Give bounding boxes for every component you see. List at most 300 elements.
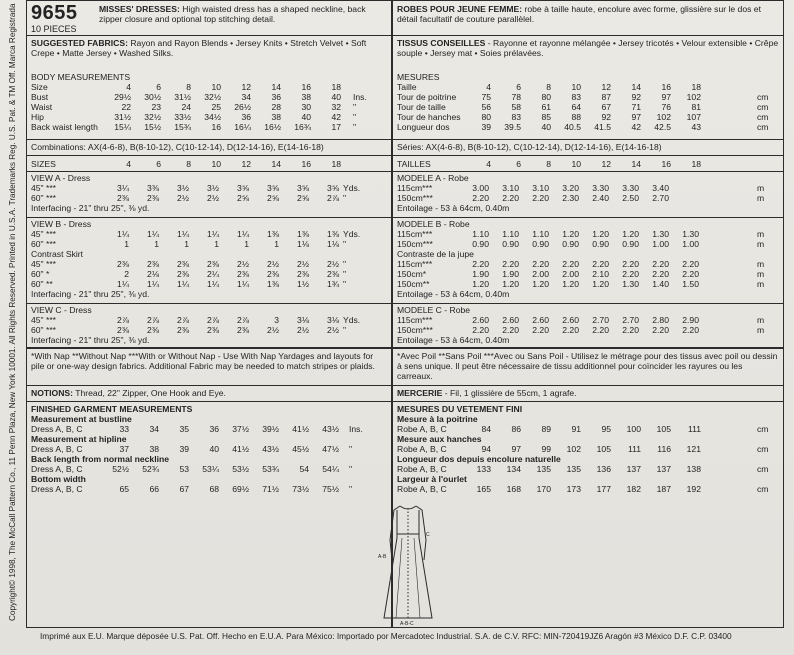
row-value: 1¼ bbox=[237, 229, 249, 239]
row-value: 3.40 bbox=[652, 183, 669, 193]
finished-measure-row bbox=[31, 484, 387, 494]
row-value: 1.20 bbox=[592, 229, 609, 239]
mercerie-label: MERCERIE bbox=[397, 388, 443, 398]
pattern-id-block bbox=[31, 3, 93, 34]
row-value: 43½ bbox=[262, 444, 279, 454]
table-row bbox=[31, 193, 387, 203]
view-b-interfacing: Interfacing - 21" thru 25", ⅜ yd. bbox=[31, 289, 150, 299]
row-value: 25 bbox=[211, 102, 221, 112]
row-label: 150cm*** bbox=[397, 239, 433, 249]
combinations-text: Combinations: AX(4-6-8), B(8-10-12), C(10-12-14), D(12-14-16), E(14-16-18) bbox=[31, 142, 324, 152]
row-value: 2.60 bbox=[472, 315, 489, 325]
modele-c-section bbox=[393, 303, 783, 347]
finished-measure-row bbox=[397, 424, 779, 434]
row-value: 3.10 bbox=[502, 183, 519, 193]
view-b-section bbox=[27, 217, 391, 303]
series-row bbox=[393, 139, 783, 155]
row-value: 2⅜ bbox=[147, 325, 159, 335]
table-row bbox=[397, 279, 779, 289]
row-value: 16¾ bbox=[294, 122, 311, 132]
row-value: 1.40 bbox=[652, 279, 669, 289]
combinations-row bbox=[27, 139, 391, 155]
row-value: 84 bbox=[481, 424, 491, 434]
view-b-contrast-title: Contrast Skirt bbox=[31, 249, 84, 259]
row-value: 53½ bbox=[232, 464, 249, 474]
row-value: 33 bbox=[119, 424, 129, 434]
row-value: 2⅜ bbox=[297, 269, 309, 279]
row-value: 73½ bbox=[292, 484, 309, 494]
row-value: 1.30 bbox=[652, 229, 669, 239]
row-value: 136 bbox=[596, 464, 611, 474]
row-value: 2.60 bbox=[532, 315, 549, 325]
row-value: 2.20 bbox=[682, 259, 699, 269]
body-measurements-table bbox=[31, 82, 387, 132]
row-label: 60" * bbox=[31, 269, 50, 279]
row-value: 14 bbox=[271, 82, 281, 92]
row-value: 1⅜ bbox=[267, 279, 279, 289]
view-b-title: VIEW B - Dress bbox=[31, 219, 92, 229]
row-value: 71½ bbox=[262, 484, 279, 494]
mesure-row bbox=[397, 112, 779, 122]
table-row bbox=[31, 325, 387, 335]
size-header-value: 14 bbox=[271, 159, 281, 169]
notions-text: Thread, 22" Zipper, One Hook and Eye. bbox=[75, 388, 226, 398]
row-value: 1.00 bbox=[652, 239, 669, 249]
row-value: 0.90 bbox=[532, 239, 549, 249]
row-value: 1 bbox=[184, 239, 189, 249]
row-value: 1¼ bbox=[117, 279, 129, 289]
row-value: 24 bbox=[181, 102, 191, 112]
row-value: 1⅜ bbox=[297, 229, 309, 239]
row-value: 30 bbox=[301, 102, 311, 112]
fabrics-text: Rayon and Rayon Blends • Jersey Knits • Stretch Velvet • Soft Crepe • Matte Jersey • Washed Silks. bbox=[31, 38, 367, 58]
sizes-header bbox=[31, 159, 387, 169]
row-value: 2½ bbox=[327, 325, 339, 335]
row-value: 2⅜ bbox=[237, 269, 249, 279]
row-value: 2⅞ bbox=[117, 315, 129, 325]
row-label: Dress A, B, C bbox=[31, 484, 83, 494]
robes-description bbox=[397, 4, 779, 24]
row-value: 1 bbox=[124, 239, 129, 249]
description-text: High waisted dress has a shaped neckline, back zipper closure and optional top stitching detail. bbox=[99, 4, 366, 24]
row-value: 2.20 bbox=[562, 259, 579, 269]
row-value: 61 bbox=[541, 102, 551, 112]
row-value: 8 bbox=[186, 82, 191, 92]
row-value: 37 bbox=[119, 444, 129, 454]
row-unit: Yds. bbox=[343, 183, 361, 193]
dress-line-drawing bbox=[368, 500, 448, 626]
row-value: 2.20 bbox=[502, 193, 519, 203]
mesure-row bbox=[397, 102, 779, 112]
poil-note bbox=[393, 347, 783, 385]
row-value: 3⅝ bbox=[297, 183, 309, 193]
modele-b-entoilage: Entoilage - 53 à 64cm, 0.40m bbox=[397, 289, 510, 299]
row-value: 1½ bbox=[297, 279, 309, 289]
row-label: 115cm*** bbox=[397, 259, 433, 269]
row-value: 42.5 bbox=[654, 122, 671, 132]
row-label: 115cm*** bbox=[397, 183, 433, 193]
row-unit: cm bbox=[757, 92, 769, 102]
view-a-title: VIEW A - Dress bbox=[31, 173, 91, 183]
row-value: 1.30 bbox=[622, 279, 639, 289]
row-value: 2½ bbox=[237, 259, 249, 269]
row-value: 2½ bbox=[267, 325, 279, 335]
row-value: 1.50 bbox=[682, 279, 699, 289]
row-value: 137 bbox=[626, 464, 641, 474]
view-c-title: VIEW C - Dress bbox=[31, 305, 92, 315]
row-label: 115cm*** bbox=[397, 229, 433, 239]
view-c-table bbox=[31, 315, 387, 335]
row-value: 65 bbox=[119, 484, 129, 494]
row-label: Back waist length bbox=[31, 122, 98, 132]
row-unit: " bbox=[349, 444, 353, 454]
modele-a-section bbox=[393, 171, 783, 217]
row-unit: " bbox=[343, 325, 347, 335]
finished-measurements-section bbox=[27, 401, 391, 501]
modele-a-table bbox=[397, 183, 779, 203]
row-value: 2.10 bbox=[592, 269, 609, 279]
row-value: 2.90 bbox=[682, 315, 699, 325]
row-unit: m bbox=[757, 279, 765, 289]
row-value: 1 bbox=[214, 239, 219, 249]
row-value: 32½ bbox=[144, 112, 161, 122]
row-value: 39½ bbox=[262, 424, 279, 434]
size-header-label: TAILLES bbox=[397, 159, 431, 169]
row-value: 2½ bbox=[207, 193, 219, 203]
row-value: 3.00 bbox=[472, 183, 489, 193]
row-value: 2⅜ bbox=[237, 325, 249, 335]
row-value: 2.20 bbox=[472, 325, 489, 335]
view-c-section bbox=[27, 303, 391, 347]
copyright-sidebar bbox=[2, 0, 24, 630]
row-value: 2½ bbox=[297, 325, 309, 335]
footer-imprint: Imprimé aux E.U. Marque déposée U.S. Pat. Off. Hecho en E.U.A. Para México: Importado por Mercadotec Industrial. S.A. de C.V. RFC: MIN-720419JZ6 Aragón #3 México D.F. C.P. 03400 bbox=[40, 631, 732, 641]
row-label: Tour de poitrine bbox=[397, 92, 457, 102]
row-value: 2 bbox=[124, 269, 129, 279]
size-header-value: 14 bbox=[631, 159, 641, 169]
row-unit: Yds. bbox=[343, 315, 361, 325]
row-value: 38 bbox=[301, 92, 311, 102]
row-value: 3⅝ bbox=[327, 183, 339, 193]
row-value: 3½ bbox=[177, 183, 189, 193]
view-a-interfacing: Interfacing - 21" thru 25", ⅜ yd. bbox=[31, 203, 150, 213]
row-value: 36 bbox=[271, 92, 281, 102]
row-label: Size bbox=[31, 82, 48, 92]
row-unit: " bbox=[343, 193, 347, 203]
row-value: 2⅜ bbox=[117, 259, 129, 269]
row-value: 192 bbox=[686, 484, 701, 494]
mesures-fini-section bbox=[393, 401, 783, 501]
mercerie-section bbox=[393, 385, 783, 401]
row-value: 39 bbox=[481, 122, 491, 132]
row-value: 1.10 bbox=[532, 229, 549, 239]
row-value: 2⅜ bbox=[267, 269, 279, 279]
body-measurements-title: BODY MEASUREMENTS bbox=[31, 72, 131, 82]
row-value: 1 bbox=[154, 239, 159, 249]
finished-measure-title: Mesure à la poitrine bbox=[397, 414, 478, 424]
row-value: 40 bbox=[331, 92, 341, 102]
row-label: 45" *** bbox=[31, 183, 57, 193]
row-unit: " bbox=[353, 102, 357, 112]
row-unit: Ins. bbox=[353, 92, 367, 102]
row-value: 102 bbox=[656, 112, 671, 122]
row-value: 2⅜ bbox=[207, 325, 219, 335]
row-value: 1.20 bbox=[472, 279, 489, 289]
row-value: 38 bbox=[149, 444, 159, 454]
row-value: 2.60 bbox=[502, 315, 519, 325]
row-value: 2.20 bbox=[532, 325, 549, 335]
size-header-value: 16 bbox=[301, 159, 311, 169]
finished-measure-title: Largeur à l'ourlet bbox=[397, 474, 467, 484]
row-value: 40 bbox=[209, 444, 219, 454]
row-value: 1¼ bbox=[177, 279, 189, 289]
row-value: 8 bbox=[546, 82, 551, 92]
row-label: Robe A, B, C bbox=[397, 444, 447, 454]
size-header-value: 10 bbox=[211, 159, 221, 169]
row-value: 170 bbox=[536, 484, 551, 494]
row-value: 1¼ bbox=[207, 279, 219, 289]
row-unit: cm bbox=[757, 122, 769, 132]
row-label: 45" *** bbox=[31, 229, 57, 239]
row-value: 2.20 bbox=[682, 269, 699, 279]
size-header-value: 18 bbox=[331, 159, 341, 169]
row-unit: " bbox=[349, 464, 353, 474]
row-value: 6 bbox=[156, 82, 161, 92]
row-label: Hip bbox=[31, 112, 44, 122]
row-value: 1.20 bbox=[562, 229, 579, 239]
row-value: 4 bbox=[486, 82, 491, 92]
poil-note-text: *Avec Poil **Sans Poil ***Avec ou Sans Poil - Utilisez le métrage pour des tissus avec poil ou dessin à sens unique. Il peut être nécessaire de tissu additionnel pour coïncider les rayures ou les carreaux. bbox=[397, 351, 778, 381]
row-unit: " bbox=[343, 279, 347, 289]
view-a-section bbox=[27, 171, 391, 217]
sizes-row bbox=[27, 155, 391, 171]
row-value: 81 bbox=[691, 102, 701, 112]
row-value: 80 bbox=[541, 92, 551, 102]
row-value: 2.20 bbox=[472, 259, 489, 269]
row-value: 18 bbox=[331, 82, 341, 92]
row-value: 3.20 bbox=[562, 183, 579, 193]
tissus-label: TISSUS CONSEILLES bbox=[397, 38, 486, 48]
row-value: 1¼ bbox=[237, 279, 249, 289]
table-row bbox=[31, 259, 387, 269]
row-unit: m bbox=[757, 183, 765, 193]
view-b-table bbox=[31, 229, 387, 249]
row-value: 41.5 bbox=[594, 122, 611, 132]
finished-measure-row bbox=[397, 464, 779, 474]
row-value: 42 bbox=[331, 112, 341, 122]
size-header-value: 6 bbox=[516, 159, 521, 169]
modele-b-contrast-title: Contraste de la jupe bbox=[397, 249, 474, 259]
table-row bbox=[397, 325, 779, 335]
finished-measure-title: Longueur dos depuis encolure naturelle bbox=[397, 454, 561, 464]
size-header-row bbox=[397, 159, 779, 169]
row-value: 2.20 bbox=[682, 325, 699, 335]
row-value: 10 bbox=[571, 82, 581, 92]
row-label: 150cm** bbox=[397, 279, 430, 289]
row-value: 35 bbox=[179, 424, 189, 434]
row-value: 102 bbox=[566, 444, 581, 454]
pieces-count: 10 PIECES bbox=[31, 24, 77, 34]
row-value: 2½ bbox=[177, 193, 189, 203]
row-value: 68 bbox=[209, 484, 219, 494]
table-row bbox=[31, 229, 387, 239]
row-value: 89 bbox=[541, 424, 551, 434]
row-value: 6 bbox=[516, 82, 521, 92]
row-value: 91 bbox=[571, 424, 581, 434]
size-header-value: 8 bbox=[546, 159, 551, 169]
row-value: 3⅝ bbox=[237, 183, 249, 193]
row-value: 134 bbox=[506, 464, 521, 474]
row-value: 2⅜ bbox=[177, 325, 189, 335]
row-value: 83 bbox=[511, 112, 521, 122]
row-value: 53¾ bbox=[262, 464, 279, 474]
row-value: 2½ bbox=[267, 259, 279, 269]
row-value: 36 bbox=[209, 424, 219, 434]
row-value: 135 bbox=[566, 464, 581, 474]
row-value: 39 bbox=[179, 444, 189, 454]
row-value: 36 bbox=[241, 112, 251, 122]
modele-a-entoilage: Entoilage - 53 à 64cm, 0.40m bbox=[397, 203, 510, 213]
row-value: 187 bbox=[656, 484, 671, 494]
row-label: Bust bbox=[31, 92, 49, 102]
row-unit: m bbox=[757, 193, 765, 203]
row-value: 53¼ bbox=[202, 464, 219, 474]
row-unit: cm bbox=[757, 102, 769, 112]
body-measurement-row bbox=[31, 82, 387, 92]
table-row bbox=[31, 279, 387, 289]
row-value: 3⅜ bbox=[147, 183, 159, 193]
pattern-number: 9655 bbox=[31, 2, 78, 24]
row-value: 16¼ bbox=[234, 122, 251, 132]
size-header-value: 10 bbox=[571, 159, 581, 169]
row-value: 2½ bbox=[327, 259, 339, 269]
row-value: 1.00 bbox=[682, 239, 699, 249]
row-unit: cm bbox=[757, 112, 769, 122]
modele-b-title: MODELE B - Robe bbox=[397, 219, 470, 229]
size-header-value: 18 bbox=[691, 159, 701, 169]
row-value: 177 bbox=[596, 484, 611, 494]
finished-measure-row bbox=[31, 424, 387, 434]
row-unit: " bbox=[353, 122, 357, 132]
row-value: 1.90 bbox=[502, 269, 519, 279]
body-measurement-row bbox=[31, 122, 387, 132]
table-row bbox=[397, 259, 779, 269]
row-value: 40.5 bbox=[564, 122, 581, 132]
row-label: Tour de hanches bbox=[397, 112, 461, 122]
row-value: 31½ bbox=[174, 92, 191, 102]
robes-description-text: robe à taille haute, encolure avec forme, glissière sur le dos et détail facultatif de couture parallèlel. bbox=[397, 4, 761, 24]
modele-b-contrast-table bbox=[397, 259, 779, 289]
row-value: 2.20 bbox=[472, 193, 489, 203]
row-unit: " bbox=[353, 112, 357, 122]
size-header-value: 4 bbox=[486, 159, 491, 169]
row-unit: " bbox=[349, 484, 353, 494]
row-value: 2.20 bbox=[592, 259, 609, 269]
row-value: 32 bbox=[331, 102, 341, 112]
row-value: 2⅝ bbox=[267, 193, 279, 203]
row-value: 2⅝ bbox=[297, 193, 309, 203]
size-header-value: 12 bbox=[241, 159, 251, 169]
copyright-text: Copyright© 1998, The McCall Pattern Co., 11 Penn Plaza, New York 10001. All Rights Reserved. Printed in U.S.A. Trademarks Reg. U.S. Pat. & TM Off. Marca Registrada bbox=[8, 3, 17, 621]
row-value: 1.20 bbox=[502, 279, 519, 289]
row-value: 32½ bbox=[204, 92, 221, 102]
row-unit: m bbox=[757, 315, 765, 325]
row-value: 2⅜ bbox=[117, 193, 129, 203]
finished-measurements-table bbox=[31, 414, 387, 494]
row-value: 94 bbox=[481, 444, 491, 454]
row-value: 3.30 bbox=[622, 183, 639, 193]
row-value: 23 bbox=[151, 102, 161, 112]
row-value: 54¼ bbox=[322, 464, 339, 474]
row-value: 45½ bbox=[292, 444, 309, 454]
row-label: Robe A, B, C bbox=[397, 424, 447, 434]
row-label: 60" *** bbox=[31, 239, 57, 249]
modele-a-title: MODELE A - Robe bbox=[397, 173, 469, 183]
finished-measure-row bbox=[31, 444, 387, 454]
row-value: 41½ bbox=[232, 444, 249, 454]
row-label: 60" ** bbox=[31, 279, 53, 289]
finished-measure-row bbox=[31, 464, 387, 474]
size-header-value: 6 bbox=[156, 159, 161, 169]
finished-measure-title: Back length from normal neckline bbox=[31, 454, 170, 464]
row-label: 60" *** bbox=[31, 193, 57, 203]
table-row bbox=[31, 183, 387, 193]
table-row bbox=[397, 315, 779, 325]
row-value: 1 bbox=[274, 239, 279, 249]
view-a-table bbox=[31, 183, 387, 203]
row-value: 16 bbox=[301, 82, 311, 92]
row-value: 2⅜ bbox=[147, 193, 159, 203]
notions-section bbox=[27, 385, 391, 401]
row-value: 97 bbox=[631, 112, 641, 122]
mesure-row bbox=[397, 122, 779, 132]
row-value: 2.20 bbox=[652, 325, 669, 335]
row-value: 3⅛ bbox=[297, 315, 309, 325]
row-unit: " bbox=[343, 239, 347, 249]
row-value: 40 bbox=[541, 122, 551, 132]
robes-title: ROBES POUR JEUNE FEMME: bbox=[397, 4, 523, 14]
row-value: 78 bbox=[511, 92, 521, 102]
tissus-text: - Rayonne et rayonne mélangée • Jersey tricotés • Velour extensible • Crêpe souple • Jersey mat • Soies prélavées. bbox=[397, 38, 779, 58]
row-value: 15¾ bbox=[174, 122, 191, 132]
finished-measure-title: Measurement at bustline bbox=[31, 414, 132, 424]
row-value: 38 bbox=[271, 112, 281, 122]
body-measurement-row bbox=[31, 92, 387, 102]
row-value: 2⅜ bbox=[117, 325, 129, 335]
row-value: 17 bbox=[331, 122, 341, 132]
row-unit: cm bbox=[757, 484, 769, 494]
row-value: 2.20 bbox=[502, 325, 519, 335]
row-value: 2.20 bbox=[532, 259, 549, 269]
row-value: 133 bbox=[476, 464, 491, 474]
table-row bbox=[397, 193, 779, 203]
row-label: Dress A, B, C bbox=[31, 444, 83, 454]
row-unit: Yds. bbox=[343, 229, 361, 239]
row-label: Robe A, B, C bbox=[397, 484, 447, 494]
size-header-value: 4 bbox=[126, 159, 131, 169]
mercerie-text: - Fil, 1 glissière de 55cm, 1 agrafe. bbox=[444, 388, 577, 398]
row-value: 0.90 bbox=[622, 239, 639, 249]
row-value: 2⅞ bbox=[177, 315, 189, 325]
row-value: 2.40 bbox=[592, 193, 609, 203]
table-row bbox=[397, 229, 779, 239]
row-value: 43½ bbox=[322, 424, 339, 434]
row-value: 14 bbox=[631, 82, 641, 92]
size-header-value: 12 bbox=[601, 159, 611, 169]
modele-c-title: MODELE C - Robe bbox=[397, 305, 471, 315]
row-value: 69½ bbox=[232, 484, 249, 494]
row-unit: m bbox=[757, 259, 765, 269]
